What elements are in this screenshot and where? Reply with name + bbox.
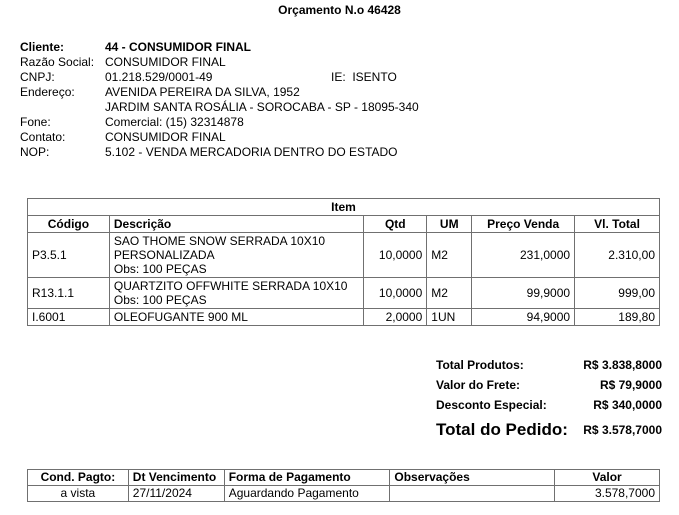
table-row bbox=[28, 278, 660, 309]
desc-line: Obs: 100 PEÇAS bbox=[113, 293, 207, 307]
cliente-label: Cliente: bbox=[20, 40, 65, 54]
items-columns bbox=[28, 216, 660, 233]
cell-total: 999,00 bbox=[575, 278, 660, 309]
desc-line: OLEOFUGANTE 900 ML bbox=[113, 310, 248, 324]
cell-valor: 3.578,7000 bbox=[555, 486, 660, 502]
cell-codigo: I.6001 bbox=[28, 309, 110, 326]
col-forma-pagamento: Forma de Pagamento bbox=[224, 470, 390, 486]
payment-table bbox=[27, 469, 660, 502]
razao-value: CONSUMIDOR FINAL bbox=[105, 55, 226, 69]
total-produtos-value: R$ 3.838,8000 bbox=[583, 358, 662, 372]
totals-block bbox=[436, 355, 662, 445]
total-pedido-value: R$ 3.578,7000 bbox=[583, 423, 662, 437]
total-pedido-row bbox=[436, 415, 662, 445]
items-table bbox=[27, 198, 660, 326]
cell-qtd: 10,0000 bbox=[364, 233, 427, 278]
cell-qtd: 10,0000 bbox=[364, 278, 427, 309]
col-preco: Preço Venda bbox=[472, 216, 575, 233]
endereco-line1: AVENIDA PEREIRA DA SILVA, 1952 bbox=[105, 85, 300, 99]
col-um: UM bbox=[427, 216, 472, 233]
items-header: Item bbox=[28, 199, 660, 216]
nop-label: NOP: bbox=[20, 145, 50, 159]
desc-line: PERSONALIZADA bbox=[113, 248, 215, 262]
endereco-line2: JARDIM SANTA ROSÁLIA - SOROCABA - SP - 18095-340 bbox=[105, 100, 419, 114]
desc-line: QUARTZITO OFFWHITE SERRADA 10X10 bbox=[113, 279, 348, 293]
col-dt-vencimento: Dt Vencimento bbox=[128, 470, 224, 486]
col-cond-pagto: Cond. Pagto: bbox=[28, 470, 129, 486]
frete-label: Valor do Frete: bbox=[436, 378, 521, 392]
payment-columns bbox=[28, 470, 660, 486]
cell-obs bbox=[390, 486, 555, 502]
cell-cond: a vista bbox=[28, 486, 129, 502]
desc-line: SAO THOME SNOW SERRADA 10X10 bbox=[113, 234, 326, 248]
frete-row bbox=[436, 375, 662, 395]
fone-value: Comercial: (15) 32314878 bbox=[105, 115, 244, 129]
col-codigo: Código bbox=[28, 216, 110, 233]
desc-line: Obs: 100 PEÇAS bbox=[113, 262, 207, 276]
col-qtd: Qtd bbox=[364, 216, 427, 233]
cell-um: 1UN bbox=[427, 309, 472, 326]
razao-label: Razão Social: bbox=[20, 55, 95, 69]
col-descricao: Descrição bbox=[109, 216, 363, 233]
contato-label: Contato: bbox=[20, 130, 66, 144]
table-row bbox=[28, 486, 660, 502]
cell-descricao bbox=[109, 233, 363, 278]
total-produtos-row bbox=[436, 355, 662, 375]
cell-codigo: R13.1.1 bbox=[28, 278, 110, 309]
col-valor: Valor bbox=[555, 470, 660, 486]
cell-qtd: 2,0000 bbox=[364, 309, 427, 326]
cnpj-label: CNPJ: bbox=[20, 70, 55, 84]
cell-forma: Aguardando Pagamento bbox=[224, 486, 390, 502]
col-total: Vl. Total bbox=[575, 216, 660, 233]
nop-value: 5.102 - VENDA MERCADORIA DENTRO DO ESTADO bbox=[105, 145, 398, 159]
document-title: Orçamento N.o 46428 bbox=[278, 3, 401, 17]
col-observacoes: Observações bbox=[390, 470, 555, 486]
frete-value: R$ 79,9000 bbox=[599, 378, 662, 392]
ie-value: IE: ISENTO bbox=[331, 70, 397, 84]
cell-um: M2 bbox=[427, 233, 472, 278]
total-pedido-label: Total do Pedido: bbox=[436, 420, 568, 439]
cnpj-value bbox=[105, 70, 397, 85]
cell-vencimento: 27/11/2024 bbox=[128, 486, 224, 502]
desconto-row bbox=[436, 395, 662, 415]
table-row bbox=[28, 309, 660, 326]
table-row bbox=[28, 233, 660, 278]
desconto-label: Desconto Especial: bbox=[436, 398, 547, 412]
cnpj-number: 01.218.529/0001-49 bbox=[105, 70, 213, 84]
contato-value: CONSUMIDOR FINAL bbox=[105, 130, 226, 144]
cell-total: 2.310,00 bbox=[575, 233, 660, 278]
cell-descricao bbox=[109, 278, 363, 309]
cliente-value: 44 - CONSUMIDOR FINAL bbox=[105, 40, 252, 54]
cell-preco: 99,9000 bbox=[472, 278, 575, 309]
desconto-value: R$ 340,0000 bbox=[593, 398, 662, 412]
cell-descricao bbox=[109, 309, 363, 326]
cell-preco: 94,9000 bbox=[472, 309, 575, 326]
endereco-label: Endereço: bbox=[20, 85, 75, 99]
cell-um: M2 bbox=[427, 278, 472, 309]
cell-codigo: P3.5.1 bbox=[28, 233, 110, 278]
cell-preco: 231,0000 bbox=[472, 233, 575, 278]
total-produtos-label: Total Produtos: bbox=[436, 358, 524, 372]
cell-total: 189,80 bbox=[575, 309, 660, 326]
fone-label: Fone: bbox=[20, 115, 51, 129]
